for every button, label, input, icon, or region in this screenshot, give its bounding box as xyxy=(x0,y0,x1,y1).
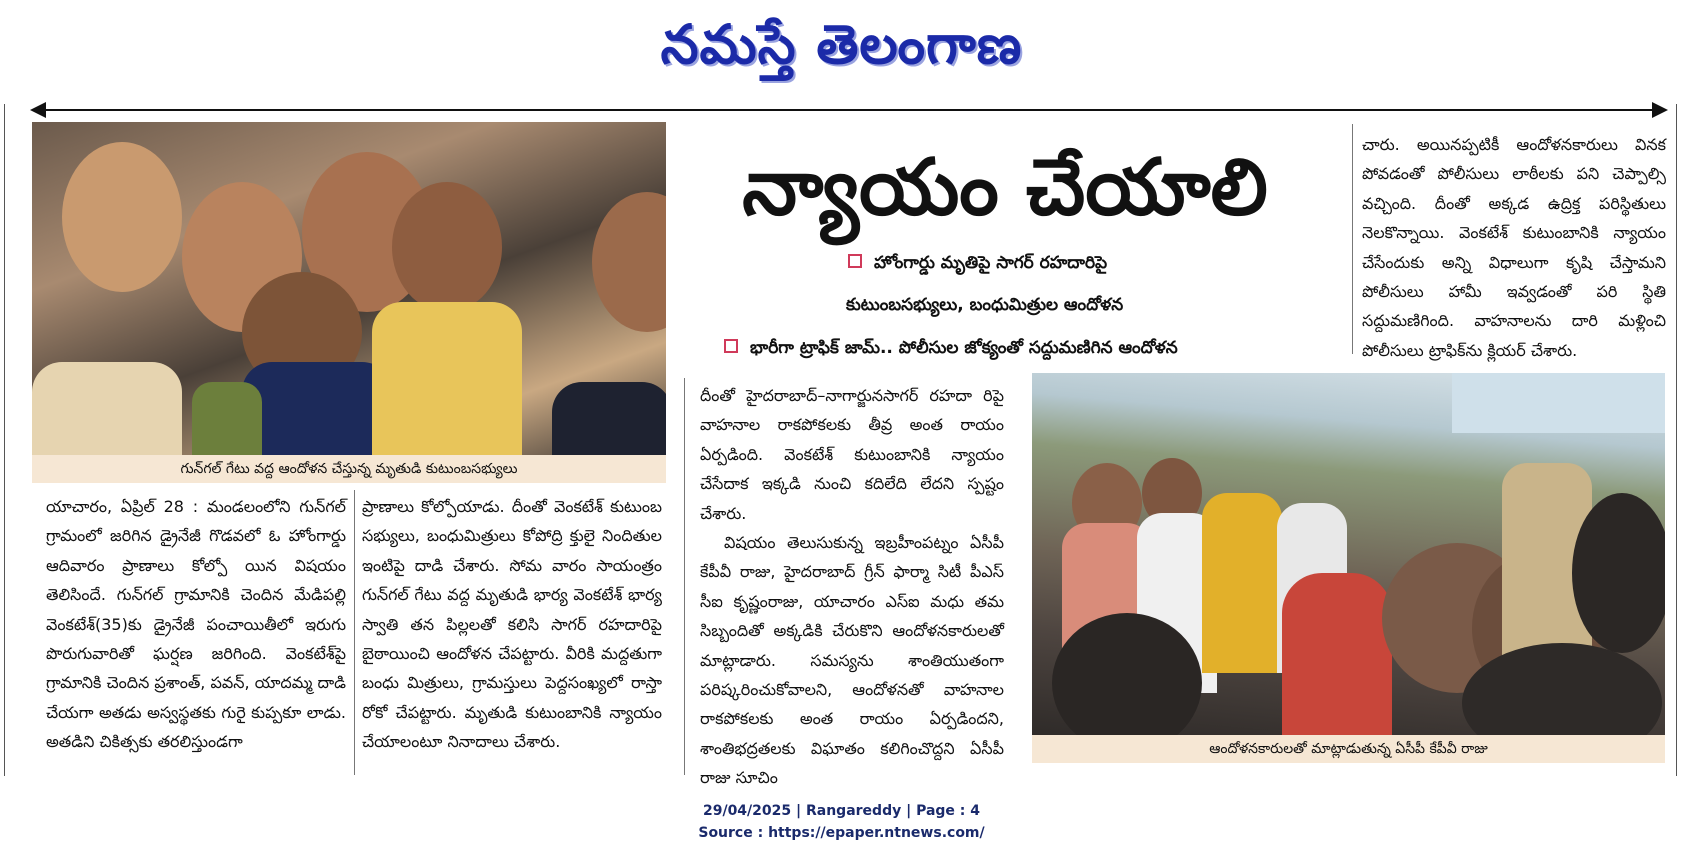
deck-line-1: హోంగార్డు మృతిపై సాగర్ రహదారిపై xyxy=(848,248,1107,278)
square-bullet-icon xyxy=(848,254,862,268)
column-divider xyxy=(1352,124,1353,354)
body-column-4: చారు. అయినప్పటికీ ఆందోళనకారులు వినక పోవడంతో పోలీసులు లాఠీలకు పని చెప్పాల్సి వచ్చింది. దీంతో అక్కడ ఉద్రిక్త పరిస్థితులు నెలకొన్నాయి. వెంకటేశ్ కుటుంబానికి న్యాయం చేసేందుకు అన్ని విధాలుగా కృషి చేస్తామని పోలీసులు హామీ ఇవ్వడంతో పరి స్థితి సద్దుమణిగింది. వాహనాలను దారి మళ్లించి పోలీసులు ట్రాఫిక్‌ను క్లియర్ చేశారు. xyxy=(1362,135,1666,360)
square-bullet-icon xyxy=(724,339,738,353)
column-divider xyxy=(684,378,685,775)
page-border-left xyxy=(4,104,5,776)
body-column-3: దీంతో హైదరాబాద్–నాగార్జునసాగర్ రహదా రిపై వాహనాల రాకపోకలకు తీవ్ర అంత రాయం ఏర్పడింది. వెంకటేశ్ కుటుంబానికి న్యాయం చేసేదాక ఇక్కడి నుంచి కదిలేది లేదని స్పష్టం చేశారు. విషయం తెలుసుకున్న ఇబ్రహీంపట్నం ఏసీపీ కేపీవీ రాజు, హైదరాబాద్ గ్రీన్ ఫార్మా సిటీ పీఎస్ సీఐ కృష్ణంరాజు, యాచారం ఎస్ఐ మధు తమ సిబ్బందితో అక్కడికి చేరుకొని ఆందోళనకారులతో మాట్లాడారు. సమస్యను శాంతియుతంగా పరిష్కరించుకోవాలని, ఆందోళనతో వాహనాల రాకపోకలకు అంత రాయం ఏర్పడిందని, శాంతిభద్రతలకు విఘాతం కలిగించొద్దని ఏసీపీ రాజు సూచిం xyxy=(700,386,1004,788)
photo1-caption: గున్‌గల్ గేటు వద్ద ఆందోళన చేస్తున్న మృతుడి కుటుంబసభ్యులు xyxy=(32,455,666,483)
body-column-1: యాచారం, ఏప్రిల్ 28 : మండలంలోని గున్‌గల్ గ్రామంలో జరిగిన డ్రైనేజీ గొడవలో ఓ హోంగార్డు ఆదివారం ప్రాణాలు కోల్పో యిన విషయం తెలిసిందే. గున్‌గల్ గ్రామానికి చెందిన మేడిపల్లి వెంకటేశ్(35)కు డ్రైనేజీ పంచాయితీలో ఇరుగు పొరుగువారితో ఘర్షణ జరిగింది. వెంకటేశ్‌పై గ్రామానికి చెందిన ప్రశాంత్, పవన్, యాదమ్మ దాడి చేయగా అతడు అస్వస్థతకు గురై కుప్పకూ లాడు. అతడిని చికిత్సకు తరలిస్తుండగా xyxy=(46,497,346,752)
protest-family-photo xyxy=(32,122,666,455)
deck-line-2: కుటుంబసభ్యులు, బంధుమిత్రుల ఆందోళన xyxy=(846,295,1124,315)
page-border-right xyxy=(1676,104,1677,776)
body-column-2: ప్రాణాలు కోల్పోయాడు. దీంతో వెంకటేశ్ కుటుంబ సభ్యులు, బంధుమిత్రులు కోపోద్రి క్తులై నిందితుల ఇంటిపై దాడి చేశారు. సోమ వారం సాయంత్రం గున్‌గల్ గేటు వద్ద మృతుడి భార్య వెంకటేశ్ భార్య స్వాతి తన పిల్లలతో కలిసి సాగర్ రహదారిపై బైఠాయించి ఆందోళన చేపట్టారు. వీరికి మద్దతుగా బంధు మిత్రులు, గ్రామస్తులు పెద్దసంఖ్యలో రాస్తా రోకో చేపట్టారు. మృతుడి కుటుంబానికి న్యాయం చేయాలంటూ నినాదాలు చేశారు. xyxy=(362,497,662,752)
header-rule xyxy=(38,109,1656,111)
photo2-caption: ఆందోళనకారులతో మాట్లాడుతున్న ఏసీపీ కేపీవీ రాజు xyxy=(1032,735,1665,763)
deck-line-3: భారీగా ట్రాఫిక్ జామ్.. పోలీసుల జోక్యంతో సద్దుమణిగిన ఆందోళన xyxy=(724,333,1178,363)
arrow-right-icon xyxy=(1652,102,1668,118)
masthead-logo xyxy=(0,6,1683,84)
footer-source-link[interactable]: Source : https://epaper.ntnews.com/ xyxy=(698,825,985,841)
footer xyxy=(0,800,1683,844)
headline: న్యాయం చేయాలి xyxy=(742,143,1268,233)
acp-talks-protesters-photo xyxy=(1032,373,1665,735)
footer-date-edition: 29/04/2025 | Rangareddy | Page : 4 xyxy=(702,803,981,819)
masthead-title: నమస్తే తెలంగాణ xyxy=(660,13,1023,76)
column-divider xyxy=(354,490,355,775)
